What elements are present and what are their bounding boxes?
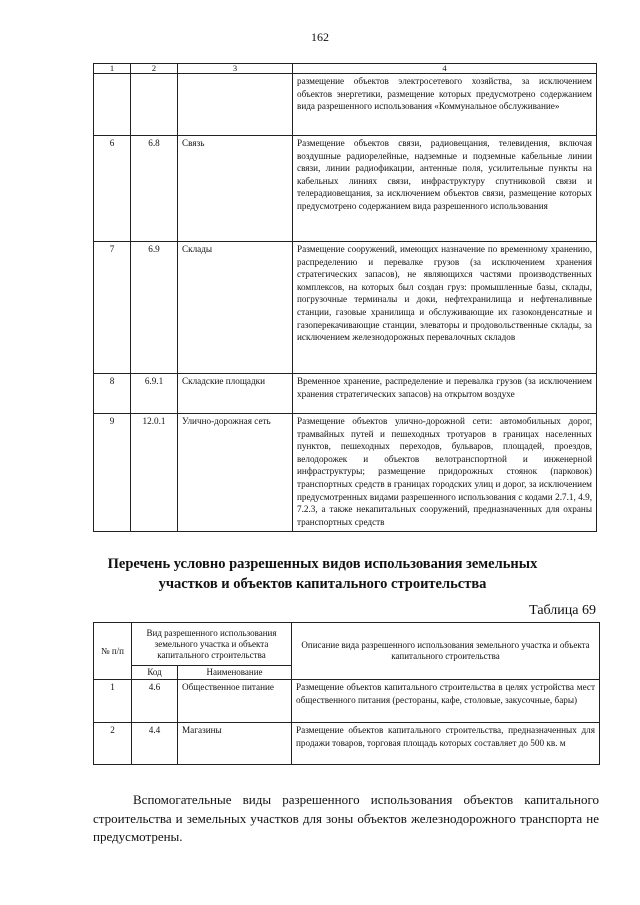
row-name: Связь: [178, 136, 293, 242]
table-header-row: [94, 623, 600, 666]
header-code: Код: [132, 666, 178, 680]
table-row: [94, 414, 597, 532]
table-row: [94, 136, 597, 242]
column-number: 4: [293, 64, 597, 74]
row-name: Складские площадки: [178, 374, 293, 414]
column-number: 2: [131, 64, 178, 74]
table-row: [94, 242, 597, 374]
page-number: 162: [311, 30, 329, 44]
row-description: Размещение объектов связи, радиовещания, телевидения, включая воздушные радиорелейные, надземные и подземные кабельные линии связи, линии радиофикации, антенные поля, усилительные пункты на кабельных линиях связи, инфраструктуру спутниковой связи и телерадиовещания, за исключением объектов связи, размещение которых предусмотрено содержанием вида разрешенного использования: [293, 136, 597, 242]
conditional-uses-table: [93, 622, 600, 765]
row-code: 4.4: [132, 723, 178, 765]
table-row: [94, 74, 597, 136]
row-code: 6.8: [131, 136, 178, 242]
header-group: Вид разрешенного использования земельного участка и объекта капитального строительства: [132, 623, 292, 666]
row-number: 1: [94, 680, 132, 723]
row-number: 2: [94, 723, 132, 765]
row-description: размещение объектов электросетевого хозяйства, за исключением объектов энергетики, размещение которых предусмотрено содержанием вида разрешенного использования «Коммунальное обслуживание»: [293, 74, 597, 136]
column-number: 3: [178, 64, 293, 74]
row-number: 7: [94, 242, 131, 374]
row-name: Магазины: [178, 723, 292, 765]
row-code: 4.6: [132, 680, 178, 723]
row-name: Общественное питание: [178, 680, 292, 723]
row-number: 9: [94, 414, 131, 532]
row-description: Размещение сооружений, имеющих назначение по временному хранению, распределению и перевалке грузов (за исключением хранения стратегических запасов), не являющихся частями производственных комплексов, на которых был создан груз: промышленные базы, склады, погрузочные терминалы и доки, нефтехранилища и нефтеналивные станции, газовые хранилища и обслуживающие их газоконденсатные и газоперекачивающие станции, элеваторы и продовольственные склады, за исключением железнодорожных перевалочных складов: [293, 242, 597, 374]
permitted-uses-table-continued: [93, 63, 597, 532]
header-number: № п/п: [94, 623, 132, 680]
row-description: Размещение объектов капитального строительства в целях устройства мест общественного питания (рестораны, кафе, столовые, закусочные, бары): [292, 680, 600, 723]
row-name: Склады: [178, 242, 293, 374]
header-name: Наименование: [178, 666, 292, 680]
row-description: Размещение объектов улично-дорожной сети: автомобильных дорог, трамвайных путей и пешеходных тротуаров в границах населенных пунктов, пешеходных переходов, бульваров, площадей, проездов, велодорожек и объектов велотранспортной и инженерной инфраструктуры; размещение придорожных стоянок (парковок) транспортных средств в границах городских улиц и дорог, за исключением предусмотренных видами разрешенного использования с кодами 2.7.1, 4.9, 7.2.3, а также некапитальных сооружений, предназначенных для охраны транспортных средств: [293, 414, 597, 532]
row-number: 6: [94, 136, 131, 242]
section-title: Перечень условно разрешенных видов использования земельных участков и объектов капитального строительства: [107, 556, 538, 592]
row-code: 6.9: [131, 242, 178, 374]
row-description: Временное хранение, распределение и перевалка грузов (за исключением хранения стратегических запасов) на открытом воздухе: [293, 374, 597, 414]
row-number: 8: [94, 374, 131, 414]
table-row: [94, 723, 600, 765]
row-name: Улично-дорожная сеть: [178, 414, 293, 532]
column-number-row: [94, 64, 597, 74]
table-caption: Таблица 69: [529, 603, 596, 618]
row-code: 6.9.1: [131, 374, 178, 414]
table-row: [94, 680, 600, 723]
column-number: 1: [94, 64, 131, 74]
row-code: 12.0.1: [131, 414, 178, 532]
row-description: Размещение объектов капитального строительства, предназначенных для продажи товаров, торговая площадь которых составляет до 500 кв. м: [292, 723, 600, 765]
header-description: Описание вида разрешенного использования земельного участка и объекта капитального строительства: [292, 623, 600, 680]
table-row: [94, 374, 597, 414]
footnote-paragraph: Вспомогательные виды разрешенного использования объектов капитального строительства и земельных участков для зоны объектов железнодорожного транспорта не предусмотрены.: [93, 792, 599, 844]
